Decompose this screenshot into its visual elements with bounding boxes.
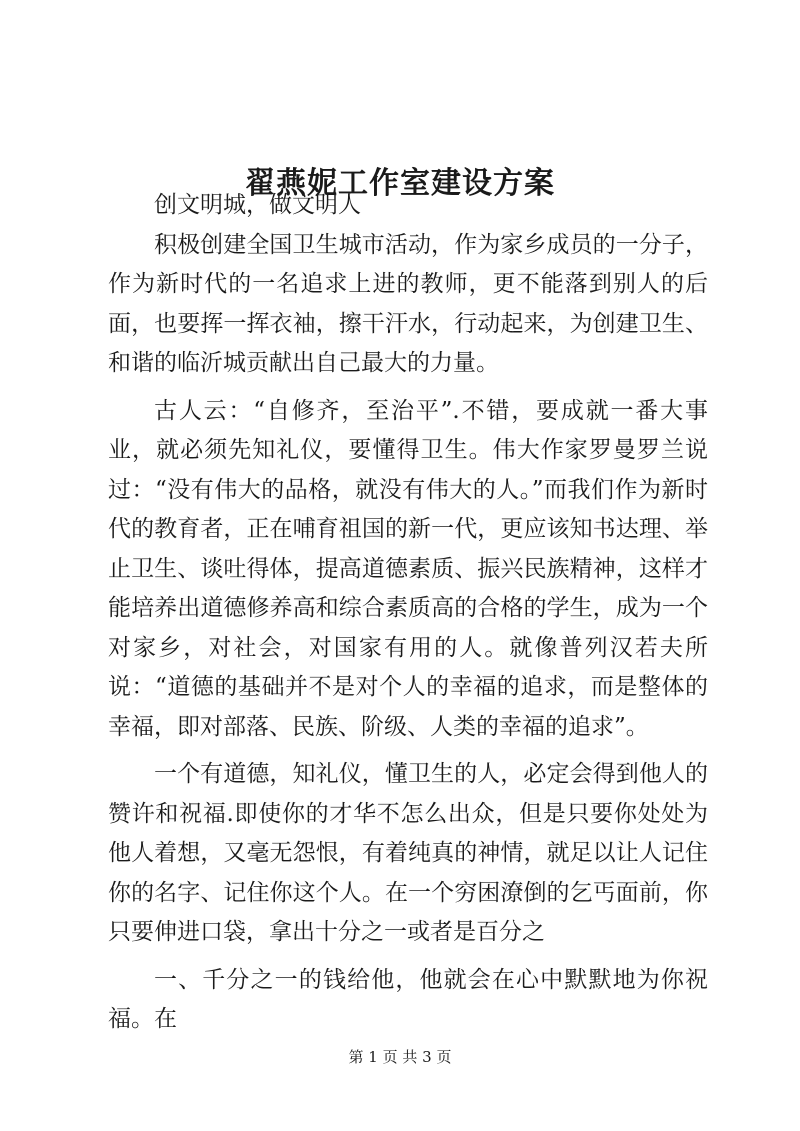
paragraph-1: 积极创建全国卫生城市活动，作为家乡成员的一分子，作为新时代的一名追求上进的教师，更不能落到别人的后面，也要挥一挥衣袖，擦干汗水，行动起来，为创建卫生、和谐的临沂城贡献出自己最大的力量。 — [108, 231, 708, 376]
paragraph-subtitle: 创文明城，做文明人 — [154, 192, 361, 218]
document-title: 翟燕妮工作室建设方案 — [245, 166, 555, 202]
page-footer: 第 1 页 共 3 页 — [348, 1048, 452, 1066]
paragraph-4: 一、千分之一的钱给他，他就会在心中默默地为你祝福。在 — [108, 966, 708, 1032]
paragraph-2: 古人云：“自修齐，至治平”.不错，要成就一番大事业，就必须先知礼仪，要懂得卫生。伟大作家罗曼罗兰说过：“没有伟大的品格，就没有伟大的人。”而我们作为新时代的教育者，正在哺育祖国的新一代，更应该知书达理、举止卫生、谈吐得体，提高道德素质、振兴民族精神，这样才能培养出道德修养高和综合素质高的合格的学生，成为一个对家乡，对社会，对国家有用的人。就像普列汉若夫所说：“道德的基础并不是对个人的幸福的追求，而是整体的幸福，即对部落、民族、阶级、人类的幸福的追求”。 — [108, 397, 708, 740]
document-body — [108, 186, 708, 1040]
paragraph-3: 一个有道德，知礼仪，懂卫生的人，必定会得到他人的赞许和祝福.即使你的才华不怎么出众，但是只要你处处为他人着想，又毫无怨恨，有着纯真的神情，就足以让人记住你的名字、记住你这个人。在一个穷困潦倒的乞丐面前，你只要伸进口袋，拿出十分之一或者是百分之 — [108, 761, 708, 945]
